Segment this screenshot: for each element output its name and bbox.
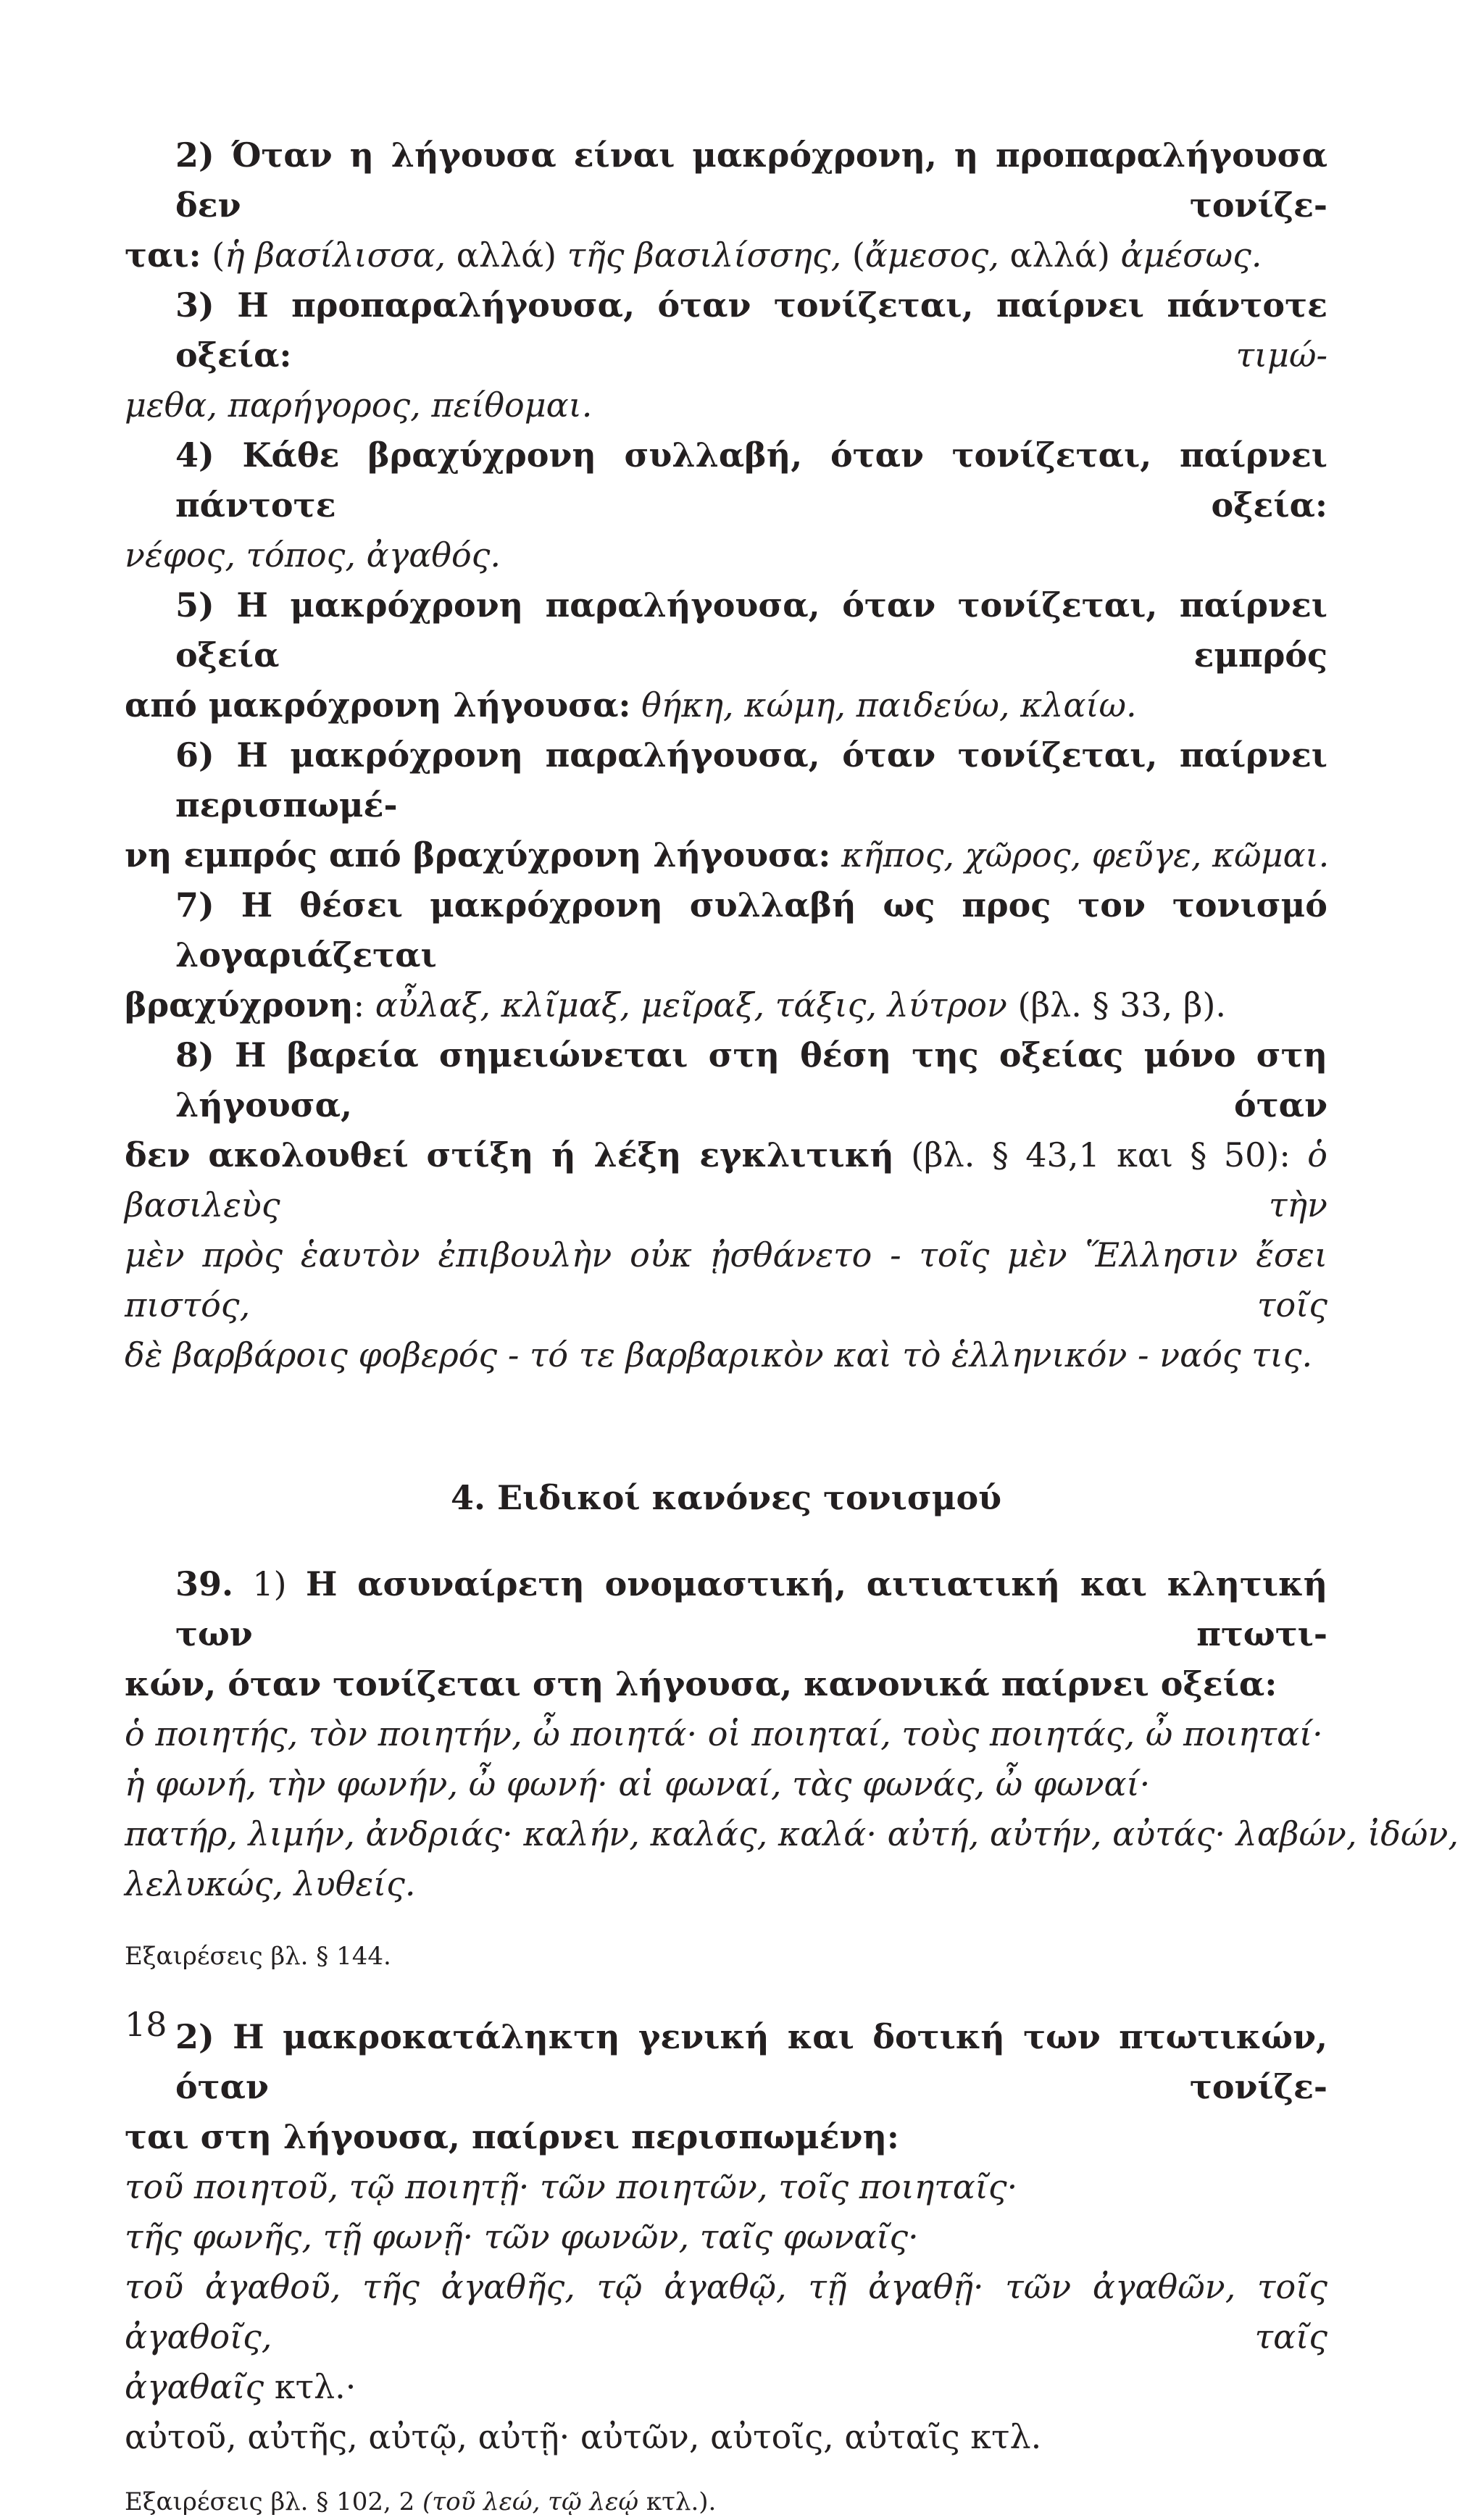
rule-3-line-1: 3) Η προπαραλήγουσα, όταν τονίζεται, παίρνει πάντοτε οξεία: τιμώ-	[175, 285, 1327, 375]
s39-p1-example-1: ὁ ποιητής, τὸν ποιητήν, ὦ ποιητά· οἱ ποιηταί, τοὺς ποιητάς, ὦ ποιηταί·	[125, 1714, 1323, 1753]
rule-4-line-2: νέφος, τόπος, ἀγαθός.	[125, 535, 501, 575]
rule-6-line-1: 6) Η μακρόχρονη παραλήγουσα, όταν τονίζεται, παίρνει περισπωμέ-	[175, 735, 1327, 825]
s39-p2-example-3: τοῦ ἀγαθοῦ, τῆς ἀγαθῆς, τῷ ἀγαθῷ, τῇ ἀγαθῇ· τῶν ἀγαθῶν, τοῖς ἀγαθοῖς, ταῖς	[125, 2267, 1327, 2356]
rule-5-line-2: από μακρόχρονη λήγουσα: θήκη, κώμη, παιδεύω, κλαίω.	[125, 685, 1137, 725]
s39-p2-exceptions: Εξαιρέσεις βλ. § 102, 2 (τοῦ λεώ, τῷ λεῴ κτλ.).	[125, 2487, 717, 2516]
s39-p1-example-3: πατήρ, λιμήν, ἀνδριάς· καλήν, καλάς, καλά· αὐτή, αὐτήν, αὐτάς· λαβών, ἰδών,	[125, 1814, 1459, 1853]
rule-4-line-1: 4) Κάθε βραχύχρονη συλλαβή, όταν τονίζεται, παίρνει πάντοτε οξεία:	[175, 435, 1327, 525]
s39-p1-exceptions: Εξαιρέσεις βλ. § 144.	[125, 1942, 391, 1971]
section-heading: 4. Ειδικοί κανόνες τονισμού	[450, 1478, 1002, 1517]
rule-5-line-1: 5) Η μακρόχρονη παραλήγουσα, όταν τονίζεται, παίρνει οξεία εμπρός	[175, 585, 1327, 675]
s39-p2-example-4: ἀγαθαῖς κτλ.·	[125, 2367, 357, 2406]
rule-8-line-3: μὲν πρὸς ἑαυτὸν ἐπιβουλὴν οὐκ ᾐσθάνετο - τοῖς μὲν Ἕλλησιν ἔσει πιστός, τοῖς	[125, 1235, 1327, 1324]
rule-7-line-2: βραχύχρονη: αὖλαξ, κλῖμαξ, μεῖραξ, τάξις, λύτρον (βλ. § 33, β).	[125, 985, 1227, 1025]
rule-8-line-1: 8) Η βαρεία σημειώνεται στη θέση της οξείας μόνο στη λήγουσα, όταν	[175, 1035, 1327, 1125]
s39-p2-example-5: αὐτοῦ, αὐτῆς, αὐτῷ, αὐτῇ· αὐτῶν, αὐτοῖς, αὐταῖς κτλ.	[125, 2417, 1042, 2456]
s39-p1-line-2: κών, όταν τονίζεται στη λήγουσα, κανονικά παίρνει οξεία:	[125, 1664, 1277, 1703]
s39-p1-line-1: 39. 1) Η ασυναίρετη ονομαστική, αιτιατική και κλητική των πτωτι-	[175, 1564, 1328, 1653]
s39-p1-example-4: λελυκώς, λυθείς.	[125, 1864, 416, 1903]
rule-2-line-1: 2) Όταν η λήγουσα είναι μακρόχρονη, η προπαραλήγουσα δεν τονίζε-	[175, 135, 1327, 225]
s39-p2-example-2: τῆς φωνῆς, τῇ φωνῇ· τῶν φωνῶν, ταῖς φωναῖς·	[125, 2217, 919, 2256]
s39-p2-line-1: 2) Η μακροκατάληκτη γενική και δοτική των πτωτικών, όταν τονίζε-	[175, 2017, 1327, 2106]
rule-8-line-4: δὲ βαρβάροις φοβερός - τό τε βαρβαρικὸν καὶ τὸ ἑλληνικόν - ναός τις.	[125, 1335, 1313, 1374]
rule-8-line-2: δεν ακολουθεί στίξη ή λέξη εγκλιτική (βλ. § 43,1 και § 50): ὁ βασιλεὺς τὴν	[125, 1135, 1327, 1224]
s39-p2-example-1: τοῦ ποιητοῦ, τῷ ποιητῇ· τῶν ποιητῶν, τοῖς ποιηταῖς·	[125, 2167, 1018, 2206]
rule-6-line-2: νη εμπρός από βραχύχρονη λήγουσα: κῆπος, χῶρος, φεῦγε, κῶμαι.	[125, 835, 1330, 875]
s39-p2-line-2: ται στη λήγουσα, παίρνει περισπωμένη:	[125, 2117, 899, 2156]
rule-2-line-2: ται: (ἡ βασίλισσα, αλλά) τῆς βασιλίσσης, (ἄμεσος, αλλά) ἀμέσως.	[125, 235, 1262, 275]
page-body	[125, 130, 1459, 2520]
rule-7-line-1: 7) Η θέσει μακρόχρονη συλλαβή ως προς τον τονισμό λογαριάζεται	[175, 885, 1327, 975]
s39-p1-example-2: ἡ φωνή, τὴν φωνήν, ὦ φωνή· αἱ φωναί, τὰς φωνάς, ὦ φωναί·	[125, 1764, 1151, 1803]
page-number: 18	[125, 2005, 167, 2044]
rule-3-line-2: μεθα, παρήγορος, πείθομαι.	[125, 385, 593, 425]
